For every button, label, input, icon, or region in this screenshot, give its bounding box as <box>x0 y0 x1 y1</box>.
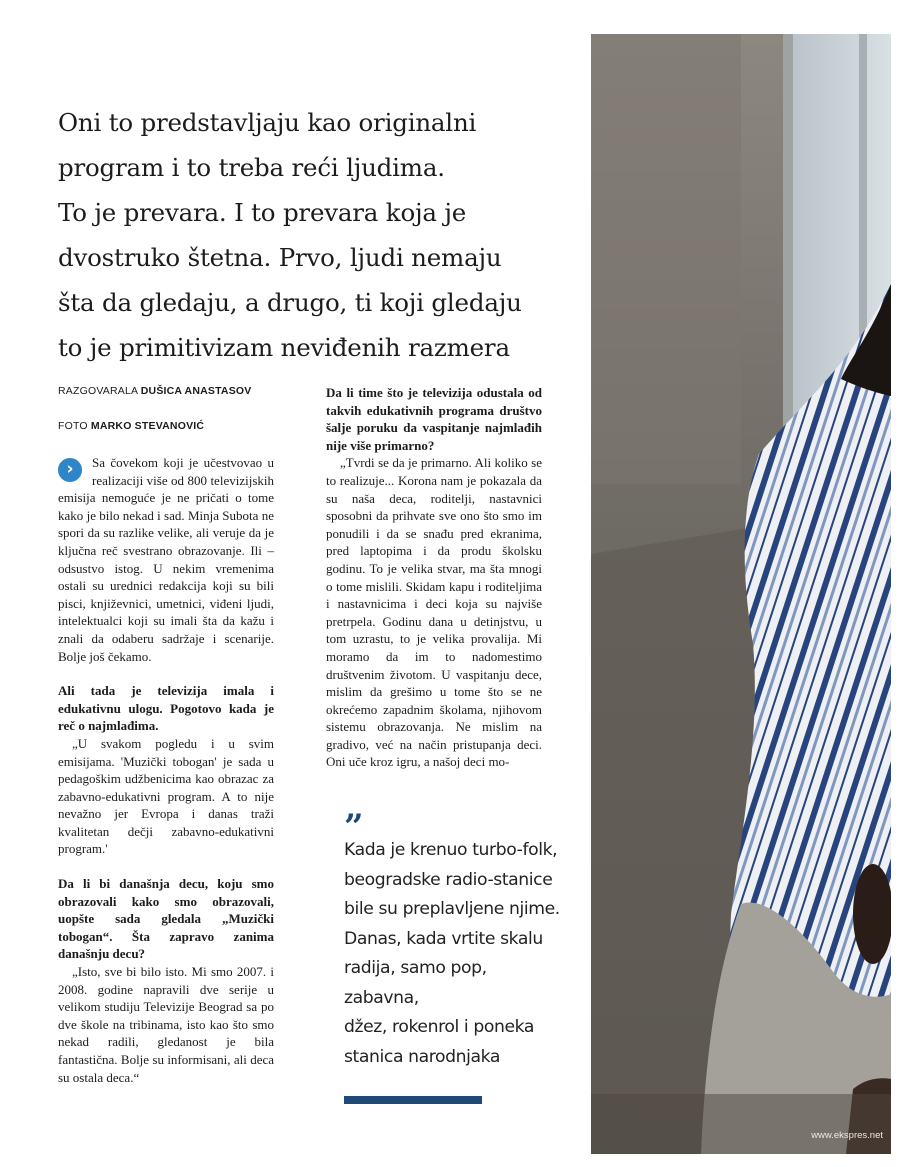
pull-quote-bar <box>344 1096 482 1104</box>
question-3: Da li time što je televizija odustala od takvih edukativnih programa društvo šalje poruku da vaspitanje najmlađih nije više primarno? <box>326 385 542 453</box>
headline-line: program i to treba reći ljudima. <box>58 153 445 182</box>
chevron-right-icon: › <box>58 458 82 482</box>
right-column <box>326 384 542 771</box>
left-column <box>58 384 274 1086</box>
answer-2: „Isto, sve bi bilo isto. Mi smo 2007. i 2008. godine napravili dve serije u velikom studiju Televizije Beograd sa po dve škole na tribinama, isto kao što smo nekad radili, gledanost je bila fantastična. Bolje su informisani, ali deca su ostala deca.“ <box>58 964 274 1085</box>
photo-credit <box>58 419 274 433</box>
portrait-photo-illustration <box>591 34 891 1154</box>
pull-quote-text: Kada je krenuo turbo-folk, beogradske radio-stanice bile su preplavljene njime. Danas, kada vrtite skalu radija, samo pop, zabavna, džez, rokenrol i poneka stanica narodnjaka <box>344 840 560 1067</box>
pull-quote <box>344 807 564 1072</box>
question-2: Da li bi današnja decu, koju smo obrazovali kako smo obrazovali, uopšte sada gledala „Muzički tobogan“. Šta zapravo zanima današnju decu? <box>58 876 274 962</box>
lead-paragraph: Sa čovekom koji je učestvovao u realizaciji više od 800 televizijskih emisija nemoguće je ne pričati o tome kako je bilo nekad i sad. Minja Subota ne spori da su razlike velike, ali veruje da je ključna reč svestrano obrazovanje. Ili – odsustvo istog. U nekim vremenima ostali su urednici redakcija koji su bili pisci, književnici, umetnici, viđeni ljudi, intelektualci koji su imali šta da kažu i znali da odaberu sadržaje i scenarije. Bolje još čekamo. <box>58 455 274 664</box>
interviewer-credit <box>58 384 274 398</box>
lead-paragraph-block <box>58 454 274 665</box>
source-url: www.ekspres.net <box>811 1130 883 1141</box>
question-1: Ali tada je televizija imala i edukativnu ulogu. Pogotovo kada je reč o najmlađima. <box>58 683 274 734</box>
answer-3: „Tvrdi se da je primarno. Ali koliko se to realizuje... Korona nam je pokazala da su naša deca, roditelji, nastavnici sposobni da prihvate sve ono što smo im ponudili i da se snađu pred ekranima, pred laptopima i da produ školsku godinu. To je velika stvar, ma šta mnogi o tome mislili. Skidam kapu i roditeljima i nastavnicima i deci koja su najviše pretrpela. Godinu dana u detinjstvu, u tom uzrastu, to je velika provalija. Mi moramo da im to nadomestimo društvenim životom. U vaspitanju dece, mislim da grešimo u tome što se ne okrećemo zapadnim školama, njihovom sistemu obrazovanja. Ne mislim na gradivo, već na način pristupanja deci. Oni uče kroz igru, a našoj deci mo- <box>326 455 542 770</box>
portrait-photo <box>591 34 891 1154</box>
photographer-name: MARKO STEVANOVIĆ <box>90 420 205 432</box>
headline-line: To je prevara. I to prevara koja je <box>58 198 467 227</box>
answer-1: „U svakom pogledu i u svim emisijama. 'Muzički tobogan' je sada u pedagoškim udžbenicima kao obrazac za zabavno-edukativni program. A to nije nevažno jer Evropa i danas traži kvalitetan dečji zabavno-edukativni program.' <box>58 735 274 857</box>
quote-mark-icon: ” <box>344 807 364 847</box>
photo-label: FOTO <box>58 420 88 432</box>
headline-line: Oni to predstavljaju kao originalni <box>58 108 477 137</box>
interviewer-label: RAZGOVARALA <box>58 385 138 397</box>
headline-line: šta da gledaju, a drugo, ti koji gledaju <box>58 288 522 317</box>
headline-line: dvostruko štetna. Prvo, ljudi nemaju <box>58 243 502 272</box>
interviewer-name: DUŠICA ANASTASOV <box>140 385 252 397</box>
headline-line: to je primitivizam neviđenih razmera <box>58 333 510 362</box>
headline <box>58 100 578 370</box>
